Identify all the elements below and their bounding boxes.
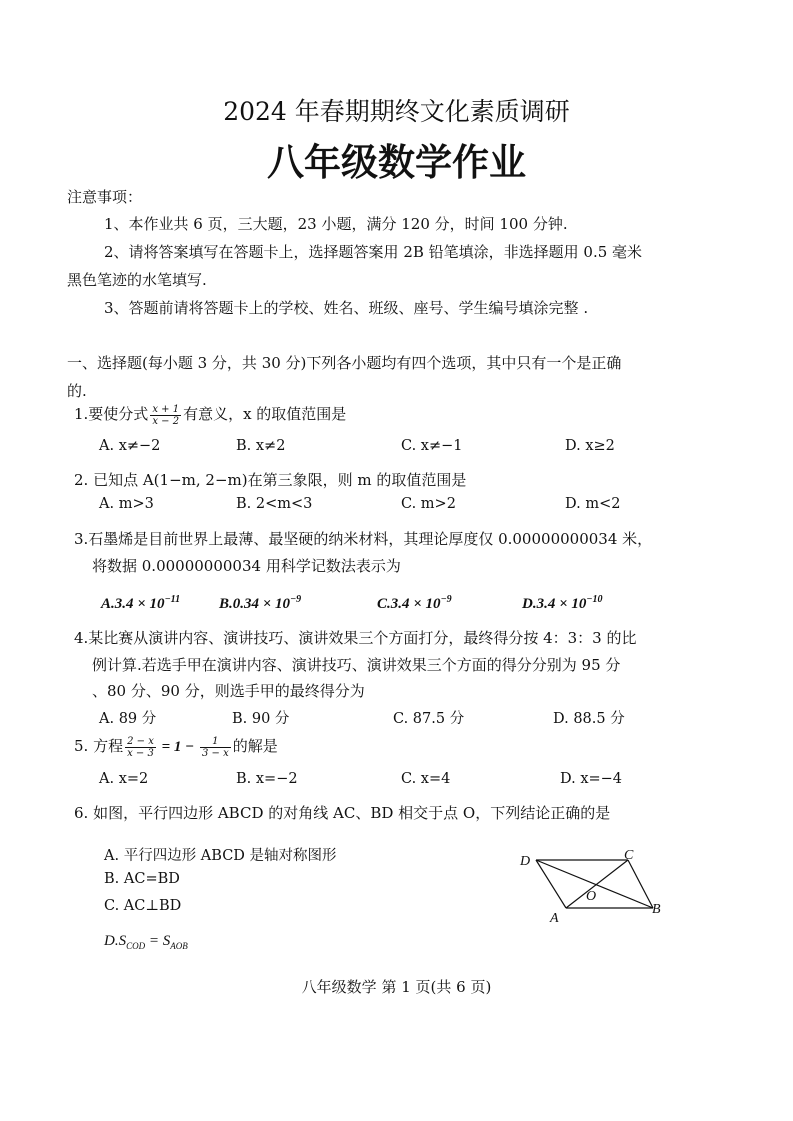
q4-option-b: B. 90 分 xyxy=(232,711,290,727)
side-bc xyxy=(628,860,653,908)
q6-option-a: A. 平行四边形 ABCD 是轴对称图形 xyxy=(104,848,337,864)
q1-prefix: 1.要使分式 xyxy=(74,405,149,423)
vertex-label-d: D xyxy=(520,854,531,869)
q3-option-a xyxy=(101,594,180,613)
q5-frac1-num: 2 − x xyxy=(127,735,154,747)
center-label-o: O xyxy=(586,889,597,904)
q5-option-b: B. x=−2 xyxy=(236,771,298,787)
q2-option-b: B. 2<m<3 xyxy=(236,496,313,512)
q4-option-a: A. 89 分 xyxy=(99,711,157,727)
side-da xyxy=(536,860,566,908)
q1-frac-num: x + 1 xyxy=(152,403,180,415)
page-footer: 八年级数学 第 1 页(共 6 页) xyxy=(301,978,492,996)
q4-option-c: C. 87.5 分 xyxy=(393,711,465,727)
vertex-label-c: C xyxy=(624,848,634,863)
question-1 xyxy=(74,403,346,427)
q3-option-c-exp: −9 xyxy=(440,594,452,605)
q3-option-d xyxy=(522,594,602,613)
q6-option-d-sub-2: AOB xyxy=(170,941,188,951)
q5-fraction-1 xyxy=(125,736,156,759)
q5-middle: = 1 − xyxy=(157,739,198,755)
section-heading: 一、选择题(每小题 3 分，共 30 分)下列各小题均有四个选项，其中只有一个是正确 xyxy=(67,354,622,372)
note-item-2-cont: 黑色笔迹的水笔填写. xyxy=(67,271,207,289)
q5-frac2-num: 1 xyxy=(200,736,231,748)
question-4-line-2: 例计算.若选手甲在演讲内容、演讲技巧、演讲效果三个方面的得分分别为 95 分 xyxy=(92,656,621,674)
q5-fraction-2 xyxy=(200,736,231,759)
question-3-line-2: 将数据 0.00000000034 用科学记数法表示为 xyxy=(92,557,401,575)
q6-option-c: C. AC⊥BD xyxy=(104,898,182,914)
q5-prefix: 5. 方程 xyxy=(74,737,124,755)
q5-option-a: A. x=2 xyxy=(99,771,149,787)
note-item-2: 2、请将答案填写在答题卡上，选择题答案用 2B 铅笔填涂，非选择题用 0.5 毫米 xyxy=(104,243,643,261)
q2-option-a: A. m>3 xyxy=(99,496,154,512)
q1-option-d: D. x≥2 xyxy=(565,438,615,454)
note-item-3: 3、答题前请将答题卡上的学校、姓名、班级、座号、学生编号填涂完整 . xyxy=(104,299,589,317)
q3-option-b-exp: −9 xyxy=(290,594,302,605)
q6-option-d-mid: = S xyxy=(145,933,171,949)
q3-option-d-exp: −10 xyxy=(586,594,603,605)
vertex-label-b: B xyxy=(652,902,661,917)
exam-title-main: 八年级数学作业 xyxy=(267,140,526,184)
q1-option-b: B. x≠2 xyxy=(236,438,286,454)
q3-option-b xyxy=(219,594,301,613)
q3-option-a-exp: −11 xyxy=(164,594,181,605)
note-item-1: 1、本作业共 6 页，三大题，23 小题，满分 120 分，时间 100 分钟. xyxy=(104,215,568,233)
q5-option-d: D. x=−4 xyxy=(560,771,623,787)
q1-option-a: A. x≠−2 xyxy=(99,438,161,454)
q3-option-c-base: C.3.4 × 10 xyxy=(377,596,441,612)
q5-option-c: C. x=4 xyxy=(401,771,451,787)
vertex-label-a: A xyxy=(550,911,559,925)
parallelogram-figure xyxy=(512,845,672,925)
q4-option-d: D. 88.5 分 xyxy=(553,711,625,727)
question-2: 2. 已知点 A(1−m, 2−m)在第三象限，则 m 的取值范围是 xyxy=(74,471,467,489)
q1-suffix: 有意义，x 的取值范围是 xyxy=(183,405,347,423)
q1-frac-den: x − 2 xyxy=(152,415,180,427)
question-4-line-3: 、80 分、90 分，则选手甲的最终得分为 xyxy=(92,682,365,700)
q3-option-a-base: A.3.4 × 10 xyxy=(101,596,165,612)
q3-option-c xyxy=(377,594,452,613)
q6-option-d-sub-1: COD xyxy=(126,941,146,951)
q6-option-d xyxy=(104,933,188,951)
q1-fraction xyxy=(150,404,181,427)
exam-title-top: 2024 年春期期终文化素质调研 xyxy=(223,97,570,126)
notes-heading: 注意事项： xyxy=(67,188,143,206)
q2-option-d: D. m<2 xyxy=(565,496,621,512)
q5-suffix: 的解是 xyxy=(232,737,278,755)
q3-option-b-base: B.0.34 × 10 xyxy=(219,596,291,612)
question-6: 6. 如图，平行四边形 ABCD 的对角线 AC、BD 相交于点 O，下列结论正确的是 xyxy=(74,804,611,822)
q1-option-c: C. x≠−1 xyxy=(401,438,463,454)
q5-frac2-den: 3 − x xyxy=(201,747,229,759)
q3-option-d-base: D.3.4 × 10 xyxy=(522,596,587,612)
diagonal-ac xyxy=(566,860,628,908)
question-4-line-1: 4.某比赛从演讲内容、演讲技巧、演讲效果三个方面打分，最终得分按 4：3：3 的比 xyxy=(74,629,637,647)
question-3-line-1: 3.石墨烯是目前世界上最薄、最坚硬的纳米材料，其理论厚度仅 0.00000000034 米， xyxy=(74,530,653,548)
q2-option-c: C. m>2 xyxy=(401,496,456,512)
q6-option-d-prefix: D.S xyxy=(104,933,127,949)
q6-option-b: B. AC=BD xyxy=(104,871,180,887)
question-5 xyxy=(74,735,278,759)
q5-frac1-den: x − 3 xyxy=(127,747,154,759)
section-heading-cont: 的. xyxy=(67,382,87,400)
